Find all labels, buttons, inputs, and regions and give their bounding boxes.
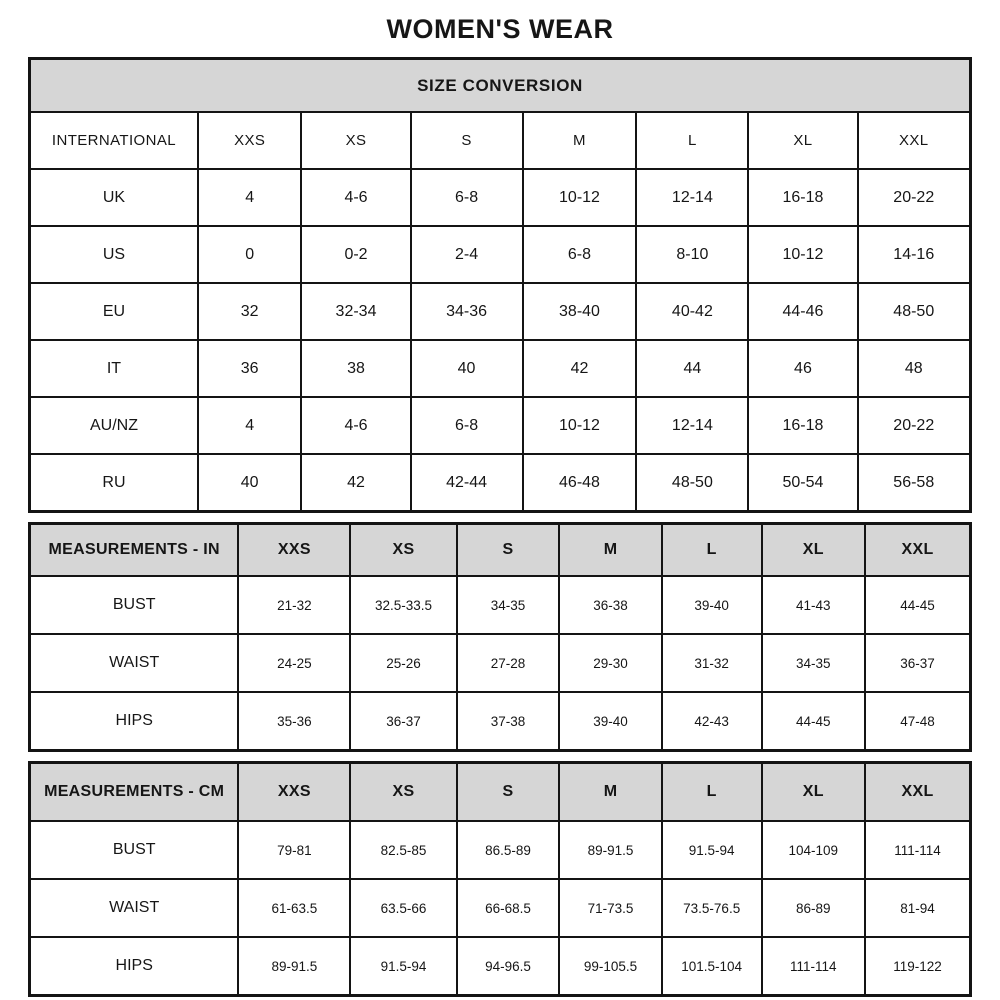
size-cell: 10-12: [748, 226, 857, 283]
size-cell: 0: [198, 226, 302, 283]
row-label: WAIST: [30, 634, 239, 692]
size-cell: 48: [858, 340, 971, 397]
table-row: [30, 397, 971, 454]
measurement-cell: 47-48: [865, 692, 970, 751]
measurement-cell: 25-26: [350, 634, 456, 692]
measurement-cell: 44-45: [865, 576, 970, 634]
row-label: US: [30, 226, 198, 283]
size-cell: 12-14: [636, 397, 748, 454]
table-row: [30, 524, 971, 577]
measurement-cell: 86.5-89: [457, 821, 560, 879]
row-label: WAIST: [30, 879, 239, 937]
measurements-cm-table: [28, 761, 972, 997]
column-header: XXL: [865, 763, 970, 822]
measurements-cm-title: MEASUREMENTS - CM: [30, 763, 239, 822]
measurement-cell: 81-94: [865, 879, 970, 937]
column-header: L: [636, 112, 748, 169]
size-cell: 48-50: [858, 283, 971, 340]
size-cell: 42: [301, 454, 410, 512]
size-cell: 4: [198, 169, 302, 226]
measurement-cell: 61-63.5: [238, 879, 350, 937]
size-cell: 42: [523, 340, 637, 397]
size-cell: 46: [748, 340, 857, 397]
column-header: L: [662, 524, 762, 577]
size-cell: 4-6: [301, 169, 410, 226]
column-header: XXS: [238, 524, 350, 577]
measurement-cell: 35-36: [238, 692, 350, 751]
measurement-cell: 41-43: [762, 576, 866, 634]
column-header: XXS: [238, 763, 350, 822]
measurement-cell: 21-32: [238, 576, 350, 634]
measurement-cell: 24-25: [238, 634, 350, 692]
table-row: [30, 634, 971, 692]
measurement-cell: 101.5-104: [662, 937, 762, 996]
size-cell: 46-48: [523, 454, 637, 512]
measurement-cell: 79-81: [238, 821, 350, 879]
size-cell: 40: [198, 454, 302, 512]
table-row: [30, 454, 971, 512]
size-conversion-table: [28, 57, 972, 513]
size-cell: 6-8: [411, 169, 523, 226]
measurement-cell: 66-68.5: [457, 879, 560, 937]
measurement-cell: 91.5-94: [350, 937, 456, 996]
size-cell: 34-36: [411, 283, 523, 340]
table-row: [30, 59, 971, 113]
measurement-cell: 37-38: [457, 692, 560, 751]
table-row: [30, 576, 971, 634]
column-header: XXL: [865, 524, 970, 577]
size-cell: 10-12: [523, 397, 637, 454]
row-label: RU: [30, 454, 198, 512]
column-header: XL: [762, 763, 866, 822]
table-row: [30, 226, 971, 283]
size-cell: 42-44: [411, 454, 523, 512]
table-row: [30, 169, 971, 226]
column-header: S: [411, 112, 523, 169]
size-cell: 6-8: [523, 226, 637, 283]
measurement-cell: 36-37: [865, 634, 970, 692]
size-cell: 48-50: [636, 454, 748, 512]
measurement-cell: 111-114: [865, 821, 970, 879]
row-label: EU: [30, 283, 198, 340]
table-row: [30, 937, 971, 996]
measurement-cell: 36-37: [350, 692, 456, 751]
measurement-cell: 99-105.5: [559, 937, 662, 996]
table-row: [30, 763, 971, 822]
measurement-cell: 34-35: [457, 576, 560, 634]
measurement-cell: 27-28: [457, 634, 560, 692]
size-cell: 20-22: [858, 397, 971, 454]
measurement-cell: 91.5-94: [662, 821, 762, 879]
size-cell: 14-16: [858, 226, 971, 283]
size-cell: 44-46: [748, 283, 857, 340]
column-header: XL: [748, 112, 857, 169]
column-header: XS: [350, 763, 456, 822]
size-cell: 16-18: [748, 397, 857, 454]
size-conversion-title: SIZE CONVERSION: [30, 59, 971, 113]
size-cell: 10-12: [523, 169, 637, 226]
measurement-cell: 89-91.5: [559, 821, 662, 879]
column-header: XS: [350, 524, 456, 577]
size-cell: 50-54: [748, 454, 857, 512]
size-cell: 4-6: [301, 397, 410, 454]
column-header: M: [559, 763, 662, 822]
measurement-cell: 94-96.5: [457, 937, 560, 996]
measurement-cell: 39-40: [559, 692, 662, 751]
column-header: M: [523, 112, 637, 169]
measurement-cell: 42-43: [662, 692, 762, 751]
size-cell: 40: [411, 340, 523, 397]
table-row: [30, 879, 971, 937]
measurement-cell: 39-40: [662, 576, 762, 634]
measurement-cell: 89-91.5: [238, 937, 350, 996]
size-cell: 8-10: [636, 226, 748, 283]
measurement-cell: 71-73.5: [559, 879, 662, 937]
measurement-cell: 34-35: [762, 634, 866, 692]
measurement-cell: 104-109: [762, 821, 866, 879]
size-cell: 32-34: [301, 283, 410, 340]
measurement-cell: 29-30: [559, 634, 662, 692]
measurement-cell: 86-89: [762, 879, 866, 937]
measurement-cell: 119-122: [865, 937, 970, 996]
size-cell: 20-22: [858, 169, 971, 226]
size-cell: 38-40: [523, 283, 637, 340]
measurement-cell: 44-45: [762, 692, 866, 751]
row-label: BUST: [30, 821, 239, 879]
row-label: HIPS: [30, 692, 239, 751]
size-cell: 4: [198, 397, 302, 454]
table-row: [30, 821, 971, 879]
row-label: AU/NZ: [30, 397, 198, 454]
column-header: M: [559, 524, 662, 577]
measurement-cell: 63.5-66: [350, 879, 456, 937]
column-header: XXL: [858, 112, 971, 169]
size-cell: 16-18: [748, 169, 857, 226]
size-cell: 38: [301, 340, 410, 397]
table-row: [30, 283, 971, 340]
column-header: S: [457, 763, 560, 822]
table-row: [30, 340, 971, 397]
table-row: [30, 692, 971, 751]
row-label: BUST: [30, 576, 239, 634]
column-header: XL: [762, 524, 866, 577]
size-cell: 0-2: [301, 226, 410, 283]
size-cell: 36: [198, 340, 302, 397]
measurements-in-title: MEASUREMENTS - IN: [30, 524, 239, 577]
row-label: IT: [30, 340, 198, 397]
measurement-cell: 73.5-76.5: [662, 879, 762, 937]
table-row: [30, 112, 971, 169]
size-cell: 44: [636, 340, 748, 397]
column-header: L: [662, 763, 762, 822]
column-header: XXS: [198, 112, 302, 169]
measurement-cell: 82.5-85: [350, 821, 456, 879]
size-cell: 56-58: [858, 454, 971, 512]
row-label: HIPS: [30, 937, 239, 996]
size-cell: 32: [198, 283, 302, 340]
row-label: UK: [30, 169, 198, 226]
column-header: S: [457, 524, 560, 577]
column-header: XS: [301, 112, 410, 169]
size-cell: 2-4: [411, 226, 523, 283]
column-header: INTERNATIONAL: [30, 112, 198, 169]
measurement-cell: 111-114: [762, 937, 866, 996]
size-cell: 12-14: [636, 169, 748, 226]
size-cell: 40-42: [636, 283, 748, 340]
page-title: WOMEN'S WEAR: [386, 14, 614, 44]
measurement-cell: 31-32: [662, 634, 762, 692]
measurement-cell: 32.5-33.5: [350, 576, 456, 634]
measurement-cell: 36-38: [559, 576, 662, 634]
size-cell: 6-8: [411, 397, 523, 454]
measurements-in-table: [28, 522, 972, 752]
